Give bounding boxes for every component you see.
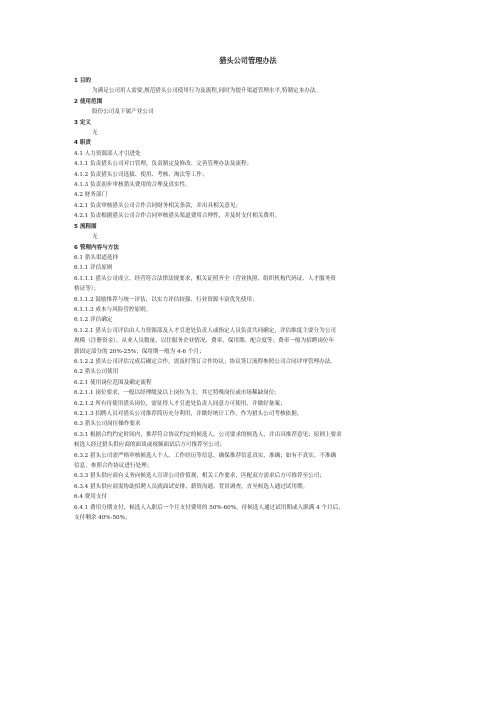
text-line: 6.4 费用支付: [74, 494, 108, 501]
section-heading: 4 职责: [74, 140, 92, 147]
text-line: 6.1 猎头渠道选择: [74, 254, 119, 261]
text-line: 6.2.1.2 所有待使用猎头岗位，需征得人才引进处负责人同意方可使用，并做好备案；: [74, 400, 286, 407]
text-line: 6.3 猎头公司岗位操作要求: [74, 421, 141, 428]
text-line: 6.1.2 评估确定: [74, 317, 113, 324]
text-line: 无: [92, 234, 98, 241]
text-line: 4.2 财务部门: [74, 192, 108, 199]
text-line: 6.2.1.3 招聘人员对猎头公司推荐简历充分利用，并做好统计工作，作为猎头公司考核依据。: [74, 411, 303, 417]
text-line: 4.1.1 负责猎头公司对口管理，负责制定及修改、完善管理办法及流程；: [74, 161, 253, 168]
text-line: 格证等）；: [74, 286, 100, 293]
text-line: 薪固定部分的 20%-25%；保用期一般为 4-6 个月；: [74, 348, 205, 355]
text-line: 6.2.1.1 岗位要求，一般以经理级及以上岗位为主，其它特殊岗位或市场稀缺岗位；: [74, 390, 280, 397]
section-heading: 2 使用范围: [74, 98, 103, 105]
text-line: 6.1.2.2 猎头公司评估完成后确定合作，需及时签订合作协议；协议签订流程参照公司合同评审管理办法。: [74, 358, 336, 365]
section-heading: 1 目的: [74, 78, 92, 84]
text-line: 规模（注册资金）、从业人员数量、以往服务企业情况、费率、保用期、配合度等；费率一般为招聘岗位年: [74, 338, 335, 345]
text-line: 6.3.3 猎头供应商有义务向候选人宣讲公司价值观、相关工作要求，匹配双方需求后方可推荐至公司；: [74, 473, 325, 480]
text-line: 6.2 猎头公司使用: [74, 369, 119, 376]
section-heading: 6 管理内容与方法: [74, 244, 119, 251]
text-line: 6.1.1.2 鼓励推荐与统一评估，以实力评估较强、行业资源丰富优先使用；: [74, 296, 258, 303]
section-heading: 5 流程图: [74, 223, 97, 230]
text-line: 4.2.1 负责审核猎头公司合作合同财务相关条款，并出具相关意见；: [74, 202, 242, 209]
text-line: 6.3.2 猎头公司需严格审核候选人个人、工作经历等信息，确保推荐信息真实、准确；如有不真实、不准确: [74, 452, 337, 459]
section-heading: 3 定义: [74, 119, 92, 126]
text-line: 6.3.1 根据合约约定时间内，推荐符合协议约定的候选人，公司要求的候选人，并出具推荐意见；原则上要求: [74, 431, 342, 438]
text-line: 4.1.3 负责初步审核猎头费用的合理及真实性。: [74, 182, 191, 189]
text-line: 4.1.2 负责猎头公司选拔、使用、考核、淘汰等工作；: [74, 171, 208, 178]
text-line: 6.1.1 评估原则: [74, 265, 113, 272]
text-line: 无: [92, 130, 98, 137]
text-line: 6.1.2.1 猎头公司评估由人力资源部及人才引进处负责人或指定人员负责共同确定，评估维度主要分为公司: [74, 327, 336, 334]
text-line: 4.2.1 负责根据猎头公司合作合同审核猎头渠道费用合理性，并及时支付相关费用。: [74, 213, 281, 220]
text-line: 信息，参照合作协议进行处理；: [74, 463, 153, 470]
text-line: 6.3.4 猎头供应商需协助招聘人员就面试安排、薪资沟通、背景调查，直至候选人通过试用期。: [74, 483, 309, 490]
text-line: 6.1.1.3 成本与风险管控原则。: [74, 306, 152, 313]
text-line: 支付剩余 40%-50%；: [74, 515, 131, 522]
text-line: 4.1 人力资源部人才引进处: [74, 150, 141, 157]
text-line: 股份公司及下属产业公司: [92, 109, 154, 116]
text-line: 为满足公司用人需要,规范猎头公司使用行为及流程,同时为提升渠道管理水平,特制定本办法。: [92, 88, 322, 95]
text-line: 6.4.1 费用分期支付，候选人入职后一个月支付费用的 50%-60%，待候选人通过试用期或入职满 4 个月后，: [74, 504, 344, 511]
document-body: [74, 76, 422, 523]
text-line: 6.2.1 使用岗位范围及确定流程: [74, 379, 152, 386]
document-title: 猎头公司管理办法: [219, 56, 277, 65]
text-line: 候选人经过猎头供应商的面谈或视频面试后方可推荐至公司；: [74, 442, 226, 449]
text-line: 6.1.1.1 猎头公司成立、经营符合法律法规要求，相关证照齐全（营业执照、组织机构代码证、人才服务资: [74, 275, 336, 282]
